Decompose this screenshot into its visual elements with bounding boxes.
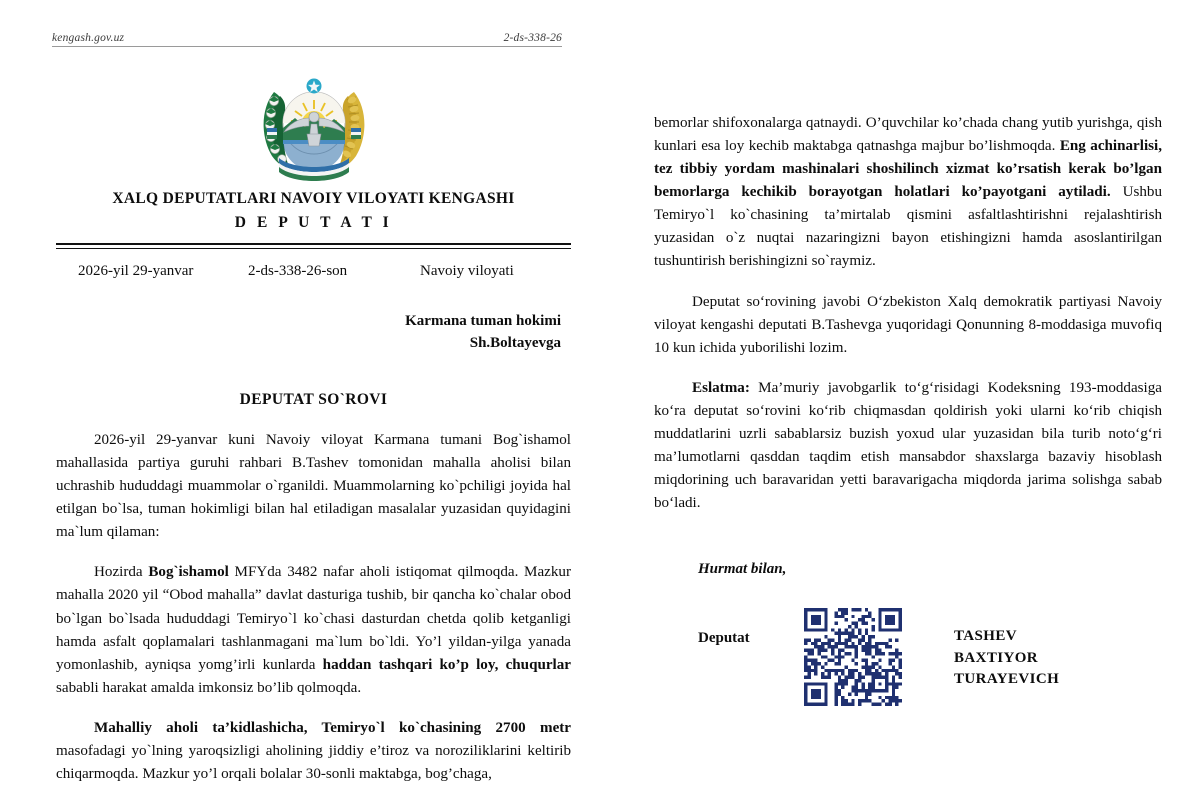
organization-title-line2: D E P U T A T I <box>234 214 393 232</box>
signatory-name-line2: BAXTIYOR <box>954 649 1039 666</box>
header-site-url: kengash.gov.uz <box>52 32 125 44</box>
plain-text: Hozirda <box>94 564 149 581</box>
plain-text: sababli harakat amalda imkonsiz bo’lib qolmoqda. <box>56 679 362 696</box>
addressee-line-2: Sh.Boltayevga <box>469 335 561 352</box>
paragraph-par-6-eslatma <box>654 377 1162 515</box>
signature-row <box>654 608 1162 706</box>
letterhead-divider <box>56 243 571 249</box>
addressee-line-1: Karmana tuman hokimi <box>405 312 561 329</box>
emphasised-text: Eslatma: <box>692 379 750 396</box>
closing-salutation: Hurmat bilan, <box>698 561 787 578</box>
paragraph-par-2 <box>56 561 571 699</box>
signatory-role: Deputat <box>698 630 750 647</box>
plain-text: Ushbu Temiryo`l ko`chasining ta’mirtalab qismini asfaltlashtirishni rejalashtirish yuzasidan o`z nuqtai nazaringizni bayon etishingizni hamda asoslantirilgan tushuntirish berishingizni so`raymiz. <box>654 184 1162 270</box>
qr-code[interactable] <box>804 608 902 706</box>
emphasised-text: Bog`ishamol <box>148 564 229 581</box>
running-header <box>52 32 562 47</box>
paragraph-par-5 <box>654 291 1162 360</box>
right-column <box>654 112 1162 706</box>
plain-text: Ma’muriy javobgarlik to‘g‘risidagi Kodeksning 193-moddasiga ko‘ra deputat so‘rovini ko‘rib chiqmasdan qoldirish yoki ularni ko‘rib chiqish muddatlarini uzrli sabablarsiz buzish yoxud ular yuzasidan bila turib noto‘g‘ri ma’lumotlarni qasddan taqdim etish mansabdor shaxslarga bazaviy hisoblash miqdorining uch baravaridan yetti baravarigacha miqdorda jarima solishga sabab bo‘ladi. <box>654 379 1162 512</box>
plain-text: MFYda 3482 nafar aholi istiqomat qilmoqda. Mazkur mahalla 2020 yil “Obod mahalla” davlat dasturiga tushib, bir qancha ko`chalar obod bo`lgan bo`lsada hududdagi Temiryo`l ko`chasi dasturdan chetda qolib ketganligi hamda asfalt qoplamalari tashlanmagani ma`lum bo`ldi. Yo’l yildan-yilga yanada yomonlashib, ayniqsa yomg’irli kunlarda <box>56 564 572 673</box>
plain-text: bemorlar shifoxonalarga qatnaydi. O’quvchilar ko’chada chang yutib yurishga, qish kunlari esa loy kechib maktabga qatnashga majbur bo’lishmoqda. <box>654 115 1162 155</box>
qr-code-icon <box>804 608 902 706</box>
document-date: 2026-yil 29-yanvar <box>78 262 194 279</box>
paragraph-par-3 <box>56 717 571 786</box>
header-doc-code: 2-ds-338-26 <box>503 32 562 44</box>
document-meta-row <box>56 263 571 280</box>
paragraph-par-4 <box>654 112 1162 274</box>
organization-title-line1: XALQ DEPUTATLARI NAVOIY VILOYATI KENGASHI <box>112 190 515 207</box>
signatory-name-line1: TASHEV <box>954 628 1017 645</box>
left-column <box>56 60 571 786</box>
signatory-name-line3: TURAYEVICH <box>954 670 1060 687</box>
document-number: 2-ds-338-26-son <box>248 262 348 279</box>
signatory-name <box>902 608 1162 690</box>
uzbekistan-coat-of-arms-icon <box>255 66 373 182</box>
plain-text: 2026-yil 29-yanvar kuni Navoiy viloyat Karmana tumani Bog`ishamol mahallasida partiya guruhi rahbari B.Tashev tomonidan mahalla aholisi bilan uchrashib hududdagi muammolar o`rganildi. Muammolarning ko`pchiligi joyida hal etilgan bo`lsa, tuman hokimligi bilan hal etiladigan masalalar yuzasidan quyidagini ma`lum qilaman: <box>56 431 571 541</box>
emphasised-text: Mahalliy aholi ta’kidlashicha, Temiryo`l ko`chasining 2700 metr <box>94 719 571 736</box>
emblem-container <box>56 66 571 182</box>
document-place: Navoiy viloyati <box>420 262 514 279</box>
emphasised-text: haddan tashqari ko’p loy, chuqurlar <box>322 656 572 673</box>
right-body-paragraphs <box>654 112 1162 515</box>
plain-text: masofadagi yo`lning yaroqsizligi aholining jiddiy e’tiroz va noroziliklarini keltirib chiqarmoqda. Mazkur yo’l orqali bolalar 30-sonli maktabga, bog’chaga, <box>56 742 571 782</box>
addressee-block <box>56 310 571 355</box>
plain-text: Deputat so‘rovining javobi O‘zbekiston Xalq demokratik partiyasi Navoiy viloyat kengashi deputati B.Tashevga yuqoridagi Qonunning 8-moddasiga muvofiq 10 kun ichida yuborilishi lozim. <box>654 293 1162 356</box>
left-body-paragraphs <box>56 429 571 786</box>
request-heading: DEPUTAT SO`ROVI <box>239 390 388 408</box>
paragraph-par-1 <box>56 429 571 544</box>
emphasised-text: Eng achinarlisi, tez tibbiy yordam mashinalari shoshilinch xizmat ko’rsatish kerak bo’lgan bemorlarga kechikib borayotgan holatlari ko’payotgani aytiladi. <box>654 138 1162 201</box>
